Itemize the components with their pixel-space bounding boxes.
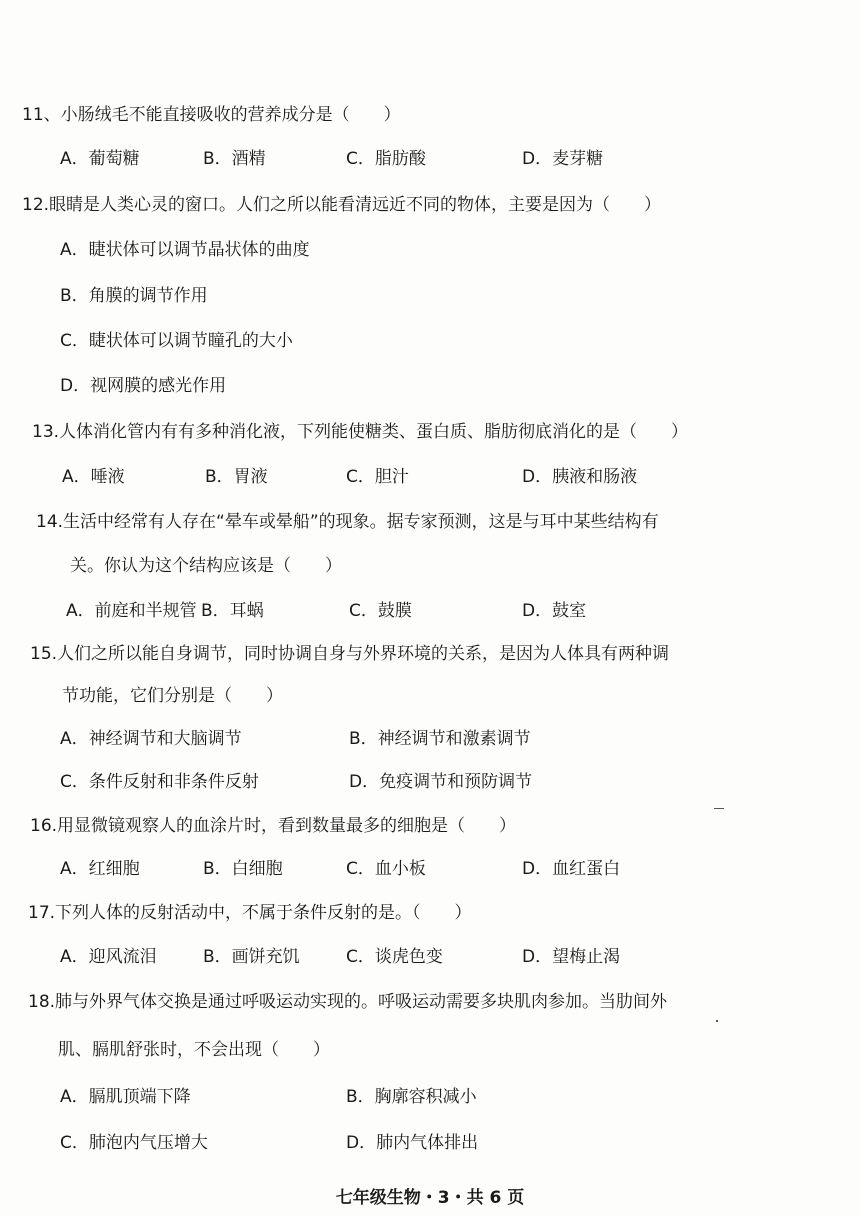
q14-option-b: B．耳蜗 <box>201 601 264 621</box>
question-12 <box>22 194 661 216</box>
q15-option-d: D．免疫调节和预防调节 <box>349 772 533 792</box>
q15-stem-continuation: 节功能，它们分别是（ ） <box>62 686 283 706</box>
q11-option-d: D．麦芽糖 <box>522 149 604 169</box>
q12-option-b: B．角膜的调节作用 <box>60 286 208 306</box>
question-number: 15. <box>30 644 58 664</box>
question-number: 11、 <box>22 105 61 125</box>
q17-option-d: D．望梅止渴 <box>522 947 621 967</box>
q12-option-a: A．睫状体可以调节晶状体的曲度 <box>60 240 310 260</box>
q18-option-a: A．膈肌顶端下降 <box>60 1087 191 1107</box>
question-stem: 生活中经常有人存在“晕车或晕船”的现象。据专家预测，这是与耳中某些结构有 <box>63 512 659 532</box>
q13-option-b: B．胃液 <box>205 467 268 487</box>
question-15 <box>30 643 669 665</box>
q17-option-a: A．迎风流泪 <box>60 947 157 967</box>
question-stem: 小肠绒毛不能直接吸收的营养成分是（ ） <box>60 105 401 125</box>
q11-option-b: B．酒精 <box>203 149 266 169</box>
q18-stem-continuation: 肌、膈肌舒张时，不会出现（ ） <box>58 1040 330 1060</box>
question-17 <box>28 902 472 924</box>
q15-option-a: A．神经调节和大脑调节 <box>60 729 242 749</box>
question-number: 12. <box>22 195 50 215</box>
page-footer: 七年级生物・3・共 6 页 <box>335 1188 525 1208</box>
question-stem: 肺与外界气体交换是通过呼吸运动实现的。呼吸运动需要多块肌肉参加。当肋间外 <box>55 992 668 1012</box>
q11-option-c: C．脂肪酸 <box>346 149 426 169</box>
q17-option-c: C．谈虎色变 <box>346 947 443 967</box>
q13-option-c: C．胆汁 <box>346 467 409 487</box>
q18-option-c: C．肺泡内气压增大 <box>60 1133 208 1153</box>
question-16 <box>30 815 516 837</box>
question-number: 16. <box>30 816 58 836</box>
question-14 <box>36 511 659 533</box>
q13-option-a: A．唾液 <box>62 467 125 487</box>
q14-option-d: D．鼓室 <box>522 601 587 621</box>
q16-option-b: B．白细胞 <box>203 859 283 879</box>
q18-option-b: B．胸廓容积减小 <box>346 1087 477 1107</box>
question-13 <box>32 421 688 443</box>
q13-option-d: D．胰液和肠液 <box>522 467 638 487</box>
question-stem: 人体消化管内有有多种消化液，下列能使糖类、蛋白质、脂肪彻底消化的是（ ） <box>59 422 689 442</box>
q15-option-b: B．神经调节和激素调节 <box>349 729 531 749</box>
q12-option-c: C．睫状体可以调节瞳孔的大小 <box>60 331 293 351</box>
question-stem: 眼睛是人类心灵的窗口。人们之所以能看清远近不同的物体，主要是因为（ ） <box>49 195 662 215</box>
q14-stem-continuation: 关。你认为这个结构应该是（ ） <box>70 556 342 576</box>
question-stem: 人们之所以能自身调节，同时协调自身与外界环境的关系，是因为人体具有两种调 <box>57 644 670 664</box>
scan-speck <box>714 808 724 809</box>
q16-option-c: C．血小板 <box>346 859 426 879</box>
question-number: 18. <box>28 992 56 1012</box>
q17-option-b: B．画饼充饥 <box>203 947 300 967</box>
question-11 <box>22 104 401 126</box>
q14-option-c: C．鼓膜 <box>349 601 412 621</box>
q11-option-a: A．葡萄糖 <box>60 149 140 169</box>
question-stem: 用显微镜观察人的血涂片时，看到数量最多的细胞是（ ） <box>57 816 517 836</box>
q14-option-a: A．前庭和半规管 <box>66 601 197 621</box>
question-number: 17. <box>28 903 56 923</box>
q15-option-c: C．条件反射和非条件反射 <box>60 772 259 792</box>
q18-option-d: D．肺内气体排出 <box>346 1133 479 1153</box>
q12-option-d: D．视网膜的感光作用 <box>60 376 227 396</box>
question-number: 13. <box>32 422 60 442</box>
q16-option-d: D．血红蛋白 <box>522 859 621 879</box>
question-18 <box>28 991 667 1013</box>
question-stem: 下列人体的反射活动中，不属于条件反射的是。（ ） <box>55 903 472 923</box>
question-number: 14. <box>36 512 64 532</box>
q16-option-a: A．红细胞 <box>60 859 140 879</box>
scan-speck <box>716 1020 718 1022</box>
